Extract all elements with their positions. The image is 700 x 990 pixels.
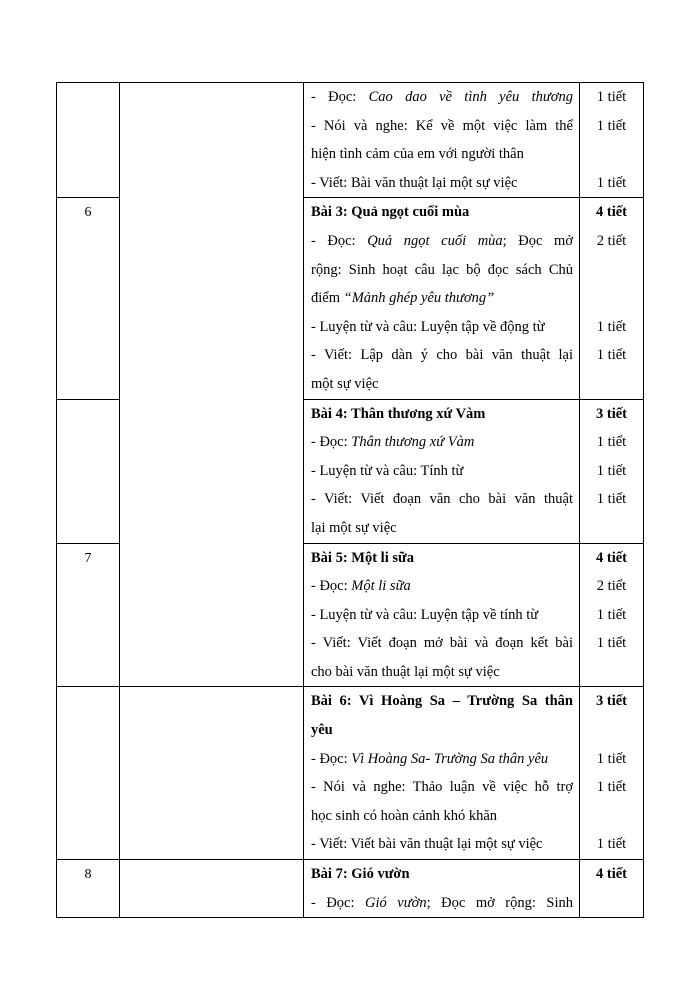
topic-cell-continued (120, 687, 304, 860)
week-cell (57, 83, 120, 198)
list-item: - Viết: Lập dàn ý cho bài văn thuật lại (311, 347, 573, 364)
topic-cell-continued (120, 860, 304, 918)
period-count: 1 tiết (596, 174, 627, 191)
lesson-total: 4 tiết (596, 549, 627, 566)
table-row (57, 83, 644, 198)
list-item: - Nói và nghe: Kể về một việc làm thể (311, 117, 573, 134)
list-item: - Luyện từ và câu: Luyện tập về động từ (311, 318, 545, 335)
lesson-total: 3 tiết (596, 405, 627, 422)
content-cell (304, 198, 580, 399)
list-item: - Viết: Bài văn thuật lại một sự việc (311, 174, 518, 191)
content-cell (304, 860, 580, 918)
periods-cell (580, 83, 644, 198)
lesson-title: Bài 5: Một li sữa (311, 549, 414, 566)
table-row (57, 687, 644, 860)
list-item: - Viết: Viết bài văn thuật lại một sự việc (311, 836, 543, 853)
lesson-title: Bài 7: Gió vườn (311, 866, 410, 883)
list-item: - Đọc: Cao dao về tình yêu thương (311, 89, 573, 105)
week-cell-empty (57, 687, 120, 860)
table-row (57, 860, 644, 918)
period-count: 1 tiết (596, 318, 627, 335)
list-item: - Đọc: Quả ngọt cuối mùa; Đọc mở (311, 232, 573, 249)
lesson-plan-table (56, 82, 644, 918)
periods-cell (580, 543, 644, 687)
content-cell (304, 543, 580, 687)
lesson-total: 4 tiết (596, 866, 627, 883)
period-count: 1 tiết (596, 491, 627, 508)
list-item: - Đọc: Một li sữa (311, 578, 411, 595)
lesson-title: Bài 6: Vì Hoàng Sa – Trường Sa thân (311, 693, 573, 710)
list-item-continued: cho bài văn thuật lại một sự việc (311, 663, 500, 680)
period-count: 1 tiết (596, 750, 627, 767)
content-cell (304, 399, 580, 543)
content-cell (304, 687, 580, 860)
period-count: 1 tiết (596, 89, 627, 105)
week-cell-empty (57, 399, 120, 543)
topic-cell (120, 83, 304, 687)
period-count: 1 tiết (596, 779, 627, 796)
list-item: - Viết: Viết đoạn văn cho bài văn thuật (311, 491, 573, 508)
list-item: - Viết: Viết đoạn mở bài và đoạn kết bài (311, 635, 573, 652)
list-item-continued: hiện tình cảm của em với người thân (311, 146, 524, 163)
period-count: 1 tiết (596, 462, 627, 479)
week-cell: 7 (57, 543, 120, 687)
week-cell: 6 (57, 198, 120, 399)
periods-cell (580, 399, 644, 543)
period-count: 1 tiết (596, 635, 627, 652)
period-count: 1 tiết (596, 117, 627, 134)
period-count: 2 tiết (596, 232, 627, 249)
lesson-total: 4 tiết (596, 204, 627, 221)
list-item: - Đọc: Thân thương xứ Vàm (311, 434, 475, 451)
periods-cell (580, 860, 644, 918)
period-count: 1 tiết (596, 434, 627, 451)
list-item: - Luyện từ và câu: Luyện tập về tính từ (311, 606, 539, 623)
periods-cell (580, 198, 644, 399)
list-item: - Luyện từ và câu: Tính từ (311, 462, 464, 479)
list-item: - Đọc: Gió vườn; Đọc mở rộng: Sinh (311, 894, 573, 911)
period-count: 1 tiết (596, 606, 627, 623)
week-cell: 8 (57, 860, 120, 918)
periods-cell (580, 687, 644, 860)
list-item: - Nói và nghe: Thảo luận về việc hỗ trợ (311, 779, 573, 796)
lesson-title: Bài 3: Quả ngọt cuối mùa (311, 204, 470, 221)
list-item-continued: học sinh có hoàn cảnh khó khăn (311, 807, 498, 824)
list-item-continued: điểm “Mảnh ghép yêu thương” (311, 290, 495, 307)
period-count: 1 tiết (596, 347, 627, 364)
period-count: 2 tiết (596, 578, 627, 595)
list-item-continued: rộng: Sinh hoạt câu lạc bộ đọc sách Chủ (311, 261, 573, 278)
content-cell (304, 83, 580, 198)
lesson-title: Bài 4: Thân thương xứ Vàm (311, 405, 486, 422)
list-item-continued: một sự việc (311, 375, 379, 392)
lesson-total: 3 tiết (596, 693, 627, 710)
period-count: 1 tiết (596, 836, 627, 853)
list-item-continued: lại một sự việc (311, 519, 397, 536)
list-item: - Đọc: Vì Hoàng Sa- Trường Sa thân yêu (311, 750, 549, 767)
lesson-title-continued: yêu (311, 722, 333, 739)
